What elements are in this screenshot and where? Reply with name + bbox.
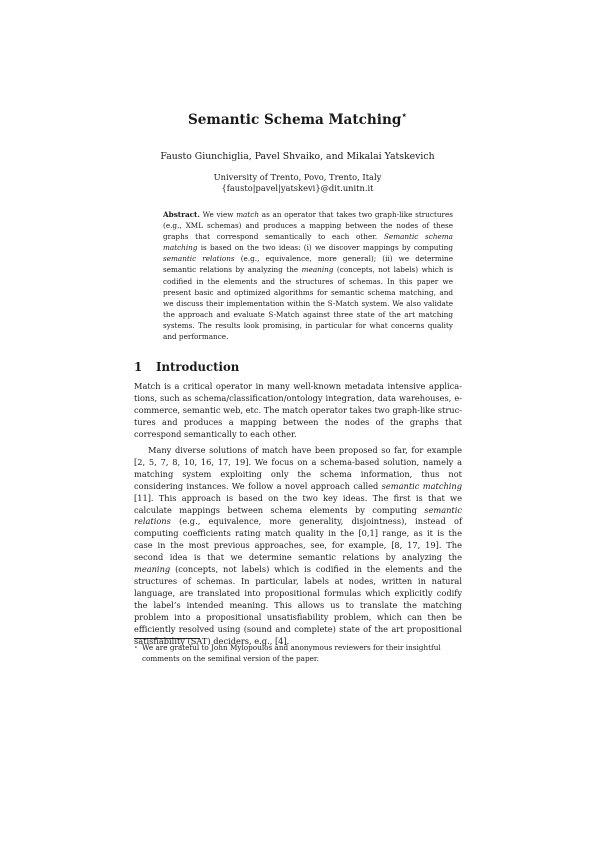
author-email: {fausto|pavel|yatskevi}@dit.unitn.it — [221, 183, 374, 193]
intro-paragraph-1 — [134, 381, 462, 441]
section-number: 1 — [134, 360, 143, 374]
abstract-emphasis: match — [236, 210, 260, 219]
paragraph-run: (concepts, not labels) which is codified in the elements and the structures of schemas. In particular, labels at nodes, written in natural language, are translated into propositional formulas which explicitly codify the label’s intended meaning. This allows us to translate the matching problem into a propositional unsatisfiability problem, which can then be efficiently resolved using (sound and complete) state of the art propositional satisfiability (SAT) deciders, e.g., [4]. — [134, 564, 462, 646]
paragraph-emphasis: semantic matching — [381, 480, 462, 491]
paragraph-run: Many diverse solutions of match have been proposed so far, for example [2, 5, 7, 8, 10, 16, 17, 19]. We focus on a schema-based solution, namely a matching system exploiting only the schema information, thus not considering instances. We follow a novel approach called — [134, 445, 462, 491]
section-heading — [134, 360, 239, 374]
title-text: Semantic Schema Matching — [187, 112, 402, 128]
abstract-text: (e.g., equivalence, more general); (ii) we determine semantic relations by analyzing the — [163, 254, 453, 275]
intro-paragraph-2 — [134, 445, 462, 647]
paragraph-run: (e.g., equivalence, more generality, disjointness), instead of computing coefficients rating match quality in the [0,1] range, as it is the case in the most previous approaches, see, for example, [8, 17, 19]. The second idea is that we determine semantic relations by analyzing the — [134, 516, 462, 563]
abstract-text: (concepts, not labels) which is codified in the elements and the structures of schemas. In this paper we present basic and optimized algorithms for semantic schema matching, and we discuss their implementation within the S-Match system. We also validate the approach and evaluate S-Match against three state of the art matching systems. The results look promising, in particular for what concerns quality and performance. — [163, 265, 453, 342]
footnote-line-2: comments on the semifinal version of the paper. — [142, 654, 319, 664]
abstract-text: We view — [202, 210, 237, 219]
abstract-emphasis: semantic relations — [163, 254, 235, 264]
paragraph-text: Match is a critical operator in many well-known metadata intensive applications, such as schema/classification/ontology integration, data warehouses, e-commerce, semantic web, etc. The match operator takes two graph-like structures and produces a mapping between the nodes of the graphs that correspond semantically to each other. — [134, 381, 462, 439]
affiliation: University of Trento, Povo, Trento, Italy — [213, 172, 382, 182]
footnote — [134, 642, 462, 665]
abstract-text: as an operator that takes two graph-like structures (e.g., XML schemas) and produces a mapping between the nodes of these graphs that correspond semantically to each other. — [163, 210, 454, 242]
paragraph-emphasis: semantic relations — [134, 504, 462, 527]
author-list: Fausto Giunchiglia, Pavel Shvaiko, and Mikalai Yatskevich — [160, 151, 435, 162]
abstract-text: is based on the two ideas: (i) we discover mappings by computing — [197, 243, 453, 253]
paragraph-emphasis: meaning — [134, 564, 171, 575]
footnote-rule — [134, 638, 200, 639]
footnote-line-1: We are grateful to John Mylopoulos and anonymous reviewers for their insightful — [142, 643, 441, 652]
paragraph-text — [134, 445, 462, 647]
title-footnote-mark: ⋆ — [401, 111, 408, 121]
abstract-label: Abstract. — [163, 210, 200, 219]
paragraph-run: [11]. This approach is based on the two key ideas. The first is that we calculate mappings between schema elements by computing — [134, 492, 462, 515]
section-title: Introduction — [156, 360, 240, 374]
abstract-emphasis: Semantic schema matching — [163, 232, 453, 253]
abstract — [163, 209, 453, 342]
abstract-emphasis: meaning — [301, 265, 334, 275]
paper-title — [0, 112, 595, 128]
footnote-mark: ⋆ — [134, 644, 138, 651]
